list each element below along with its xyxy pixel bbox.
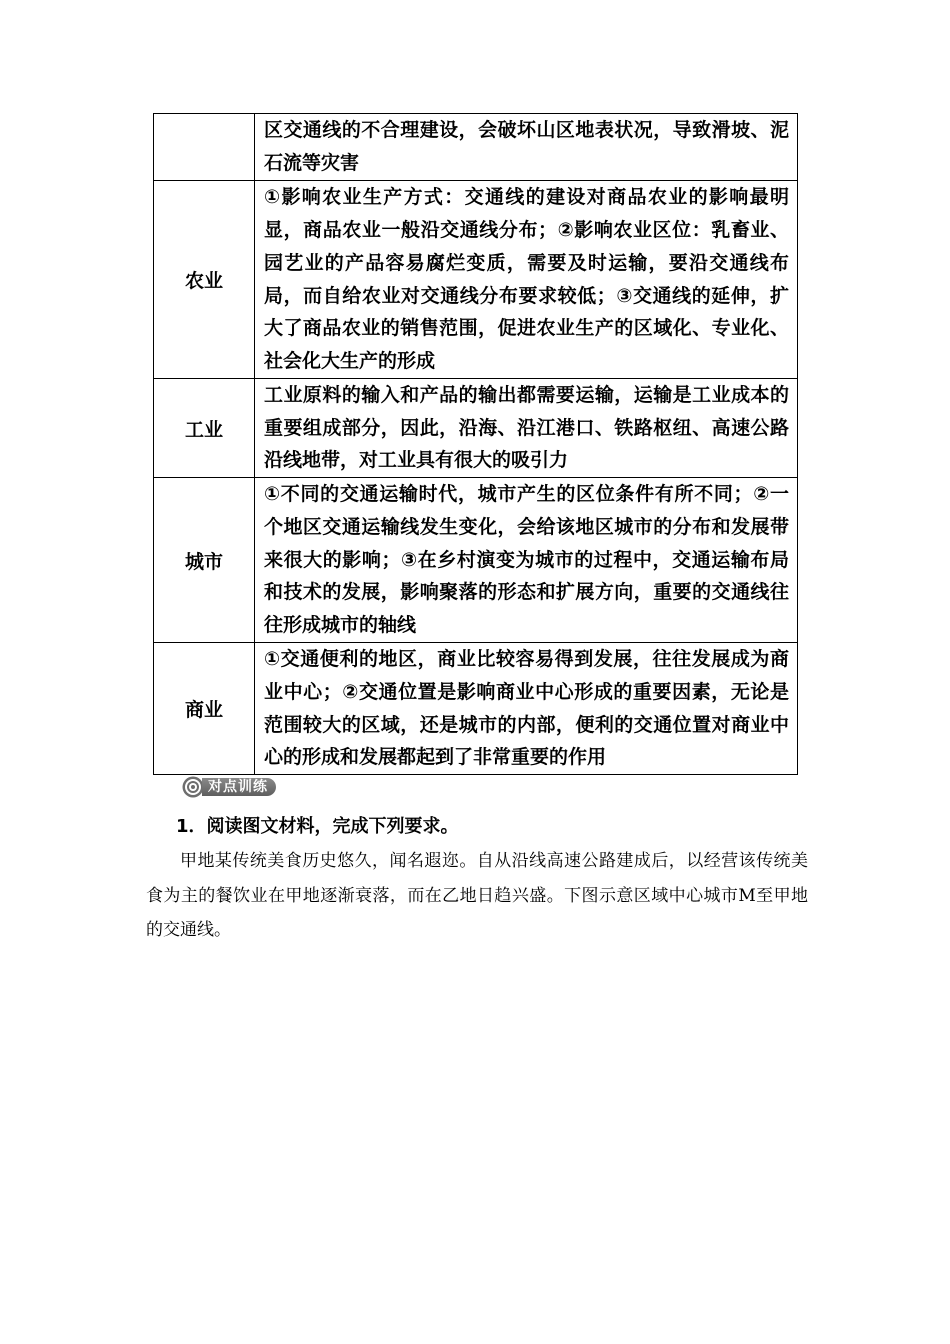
row-description: ①不同的交通运输时代，城市产生的区位条件有所不同；②一个地区交通运输线发生变化，会给该地区城市的分布和发展带来很大的影响；③在乡村演变为城市的过程中，交通运输布局和技术的发展，影响聚落的形态和扩展方向，重要的交通线往往形成城市的轴线 (255, 478, 798, 643)
table-row (154, 379, 798, 478)
row-description: ①影响农业生产方式：交通线的建设对商品农业的影响最明显，商品农业一般沿交通线分布；②影响农业区位：乳畜业、园艺业的产品容易腐烂变质，需要及时运输，要沿交通线布局，而自给农业对交通线分布要求较低；③交通线的延伸，扩大了商品农业的销售范围，促进农业生产的区域化、专业化、社会化大生产的形成 (255, 181, 798, 379)
row-topic: 工业 (154, 379, 255, 478)
table-row (154, 114, 798, 181)
table-row (154, 181, 798, 379)
row-topic: 城市 (154, 478, 255, 643)
table-row (154, 643, 798, 775)
question-body: 甲地某传统美食历史悠久，闻名遐迩。自从沿线高速公路建成后，以经营该传统美食为主的餐饮业在甲地逐渐衰落，而在乙地日趋兴盛。下图示意区域中心城市M至甲地的交通线。 (146, 851, 808, 940)
target-icon (182, 776, 204, 798)
row-topic (154, 114, 255, 181)
section-badge-label: 对点训练 (202, 778, 276, 796)
row-topic: 商业 (154, 643, 255, 775)
row-topic: 农业 (154, 181, 255, 379)
section-badge (182, 776, 284, 798)
row-description: ①交通便利的地区，商业比较容易得到发展，往往发展成为商业中心；②交通位置是影响商业中心形成的重要因素，无论是范围较大的区域，还是城市的内部，便利的交通位置对商业中心的形成和发展都起到了非常重要的作用 (255, 643, 798, 775)
row-description: 工业原料的输入和产品的输出都需要运输，运输是工业成本的重要组成部分，因此，沿海、沿江港口、铁路枢纽、高速公路沿线地带，对工业具有很大的吸引力 (255, 379, 798, 478)
row-description: 区交通线的不合理建设，会破坏山区地表状况，导致滑坡、泥石流等灾害 (255, 114, 798, 181)
transport-impact-table (153, 113, 798, 775)
table-row (154, 478, 798, 643)
question-title: 1．阅读图文材料，完成下列要求。 (176, 816, 459, 837)
